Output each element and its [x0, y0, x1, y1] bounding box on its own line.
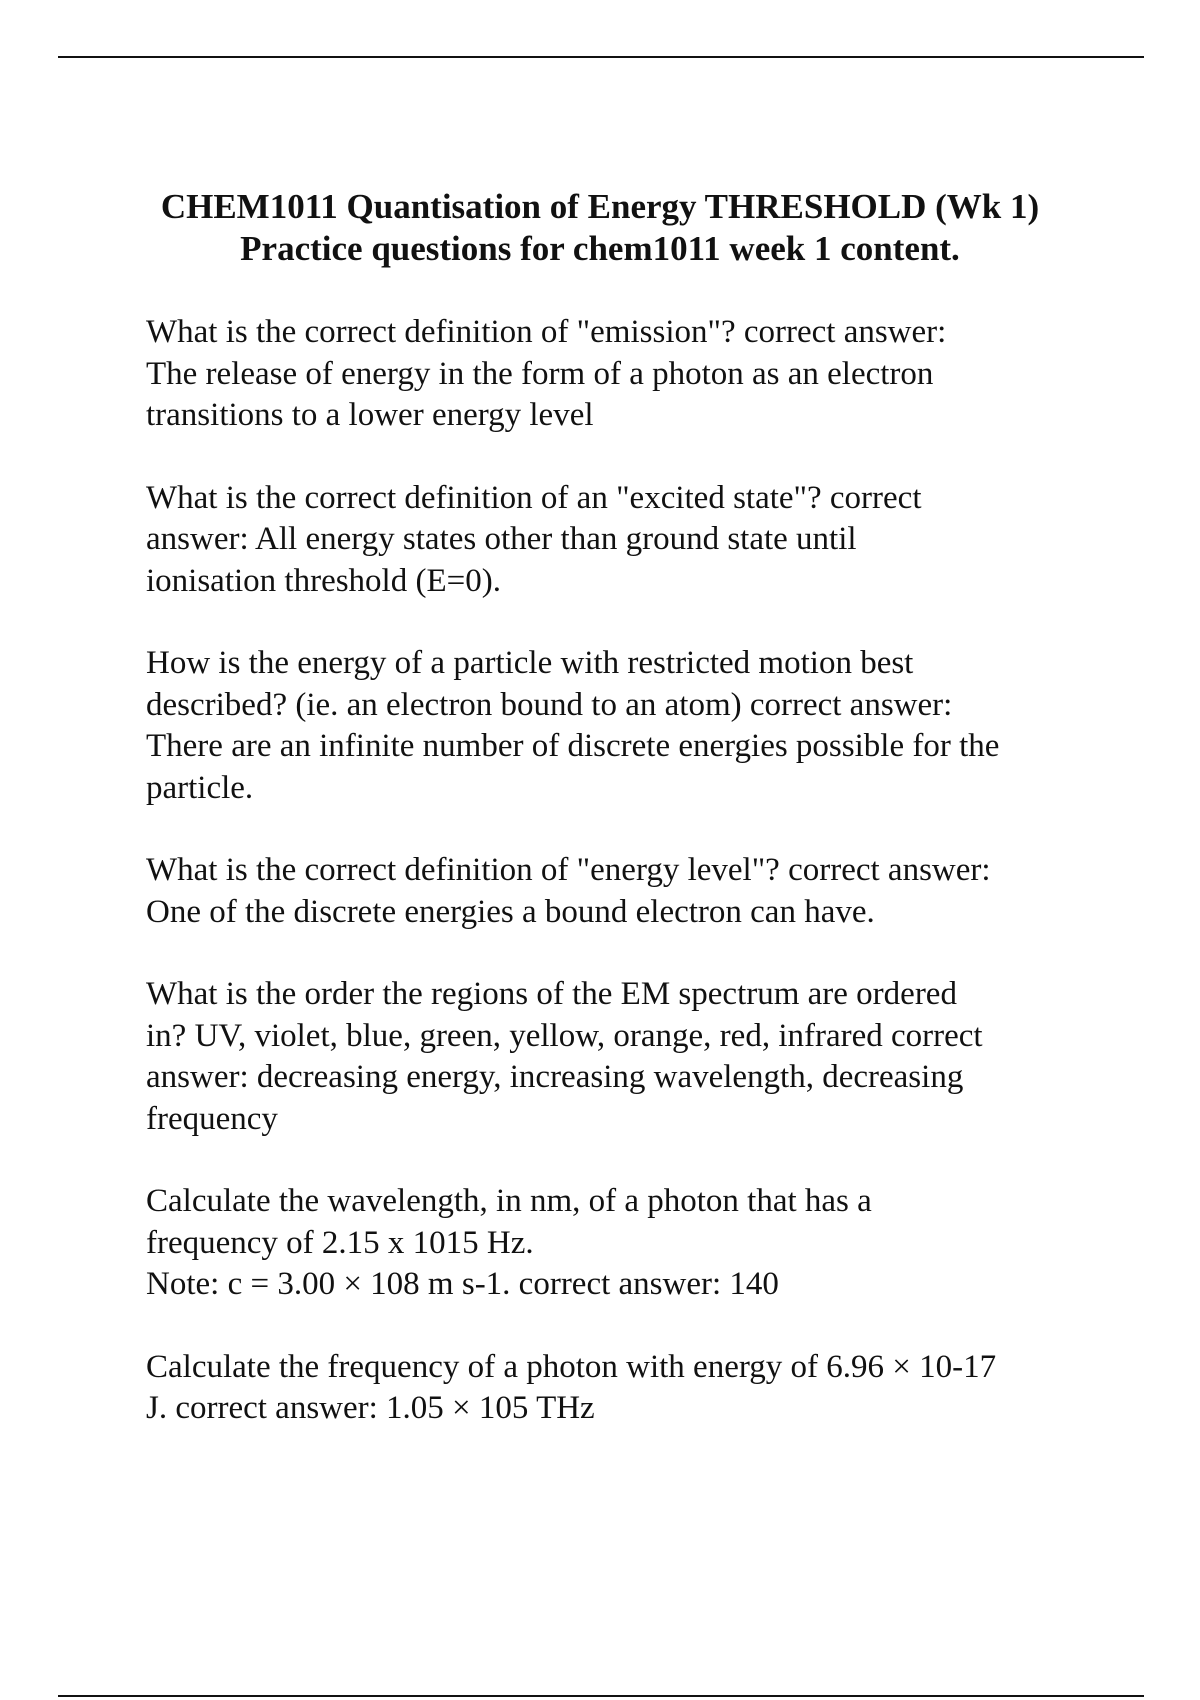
question-line: Calculate the wavelength, in nm, of a photon that has a — [146, 1183, 872, 1219]
question-line: What is the correct definition of an "excited state"? correct — [146, 479, 922, 516]
question-line: Note: c = 3.00 × 108 m s-1. correct answer: 140 — [146, 1266, 779, 1302]
question-item — [146, 1181, 1146, 1306]
question-item — [146, 643, 1146, 809]
question-line: ionisation threshold (E=0). — [146, 562, 501, 599]
document-header — [60, 186, 1140, 270]
question-line: transitions to a lower energy level — [146, 397, 594, 433]
question-line: What is the correct definition of "emission"? correct answer: — [146, 314, 947, 350]
bottom-rule — [58, 1695, 1144, 1697]
question-line: The release of energy in the form of a photon as an electron — [146, 355, 934, 392]
question-line: What is the order the regions of the EM spectrum are ordered — [146, 976, 957, 1012]
question-item — [146, 850, 1146, 933]
document-title: CHEM1011 Quantisation of Energy THRESHOLD (Wk 1) — [160, 187, 1040, 226]
question-item — [146, 312, 1146, 437]
document-subtitle: Practice questions for chem1011 week 1 content. — [240, 229, 960, 268]
question-line: frequency — [146, 1100, 278, 1137]
question-line: One of the discrete energies a bound electron can have. — [146, 893, 875, 930]
question-line: What is the correct definition of "energy level"? correct answer: — [146, 852, 991, 888]
question-item — [146, 1347, 1146, 1430]
question-line: There are an infinite number of discrete energies possible for the — [146, 728, 1000, 764]
question-list — [146, 312, 1146, 1471]
question-line: particle. — [146, 769, 254, 806]
question-line: frequency of 2.15 x 1015 Hz. — [146, 1224, 534, 1261]
question-line: answer: All energy states other than ground state until — [146, 521, 857, 557]
question-item — [146, 974, 1146, 1140]
question-line: described? (ie. an electron bound to an atom) correct answer: — [146, 686, 953, 723]
question-line: How is the energy of a particle with restricted motion best — [146, 645, 914, 681]
question-line: in? UV, violet, blue, green, yellow, orange, red, infrared correct — [146, 1017, 983, 1054]
question-line: answer: decreasing energy, increasing wavelength, decreasing — [146, 1059, 964, 1095]
question-item — [146, 478, 1146, 603]
question-line: Calculate the frequency of a photon with energy of 6.96 × 10-17 — [146, 1348, 997, 1385]
question-line: J. correct answer: 1.05 × 105 THz — [146, 1390, 595, 1426]
top-rule — [58, 56, 1144, 58]
